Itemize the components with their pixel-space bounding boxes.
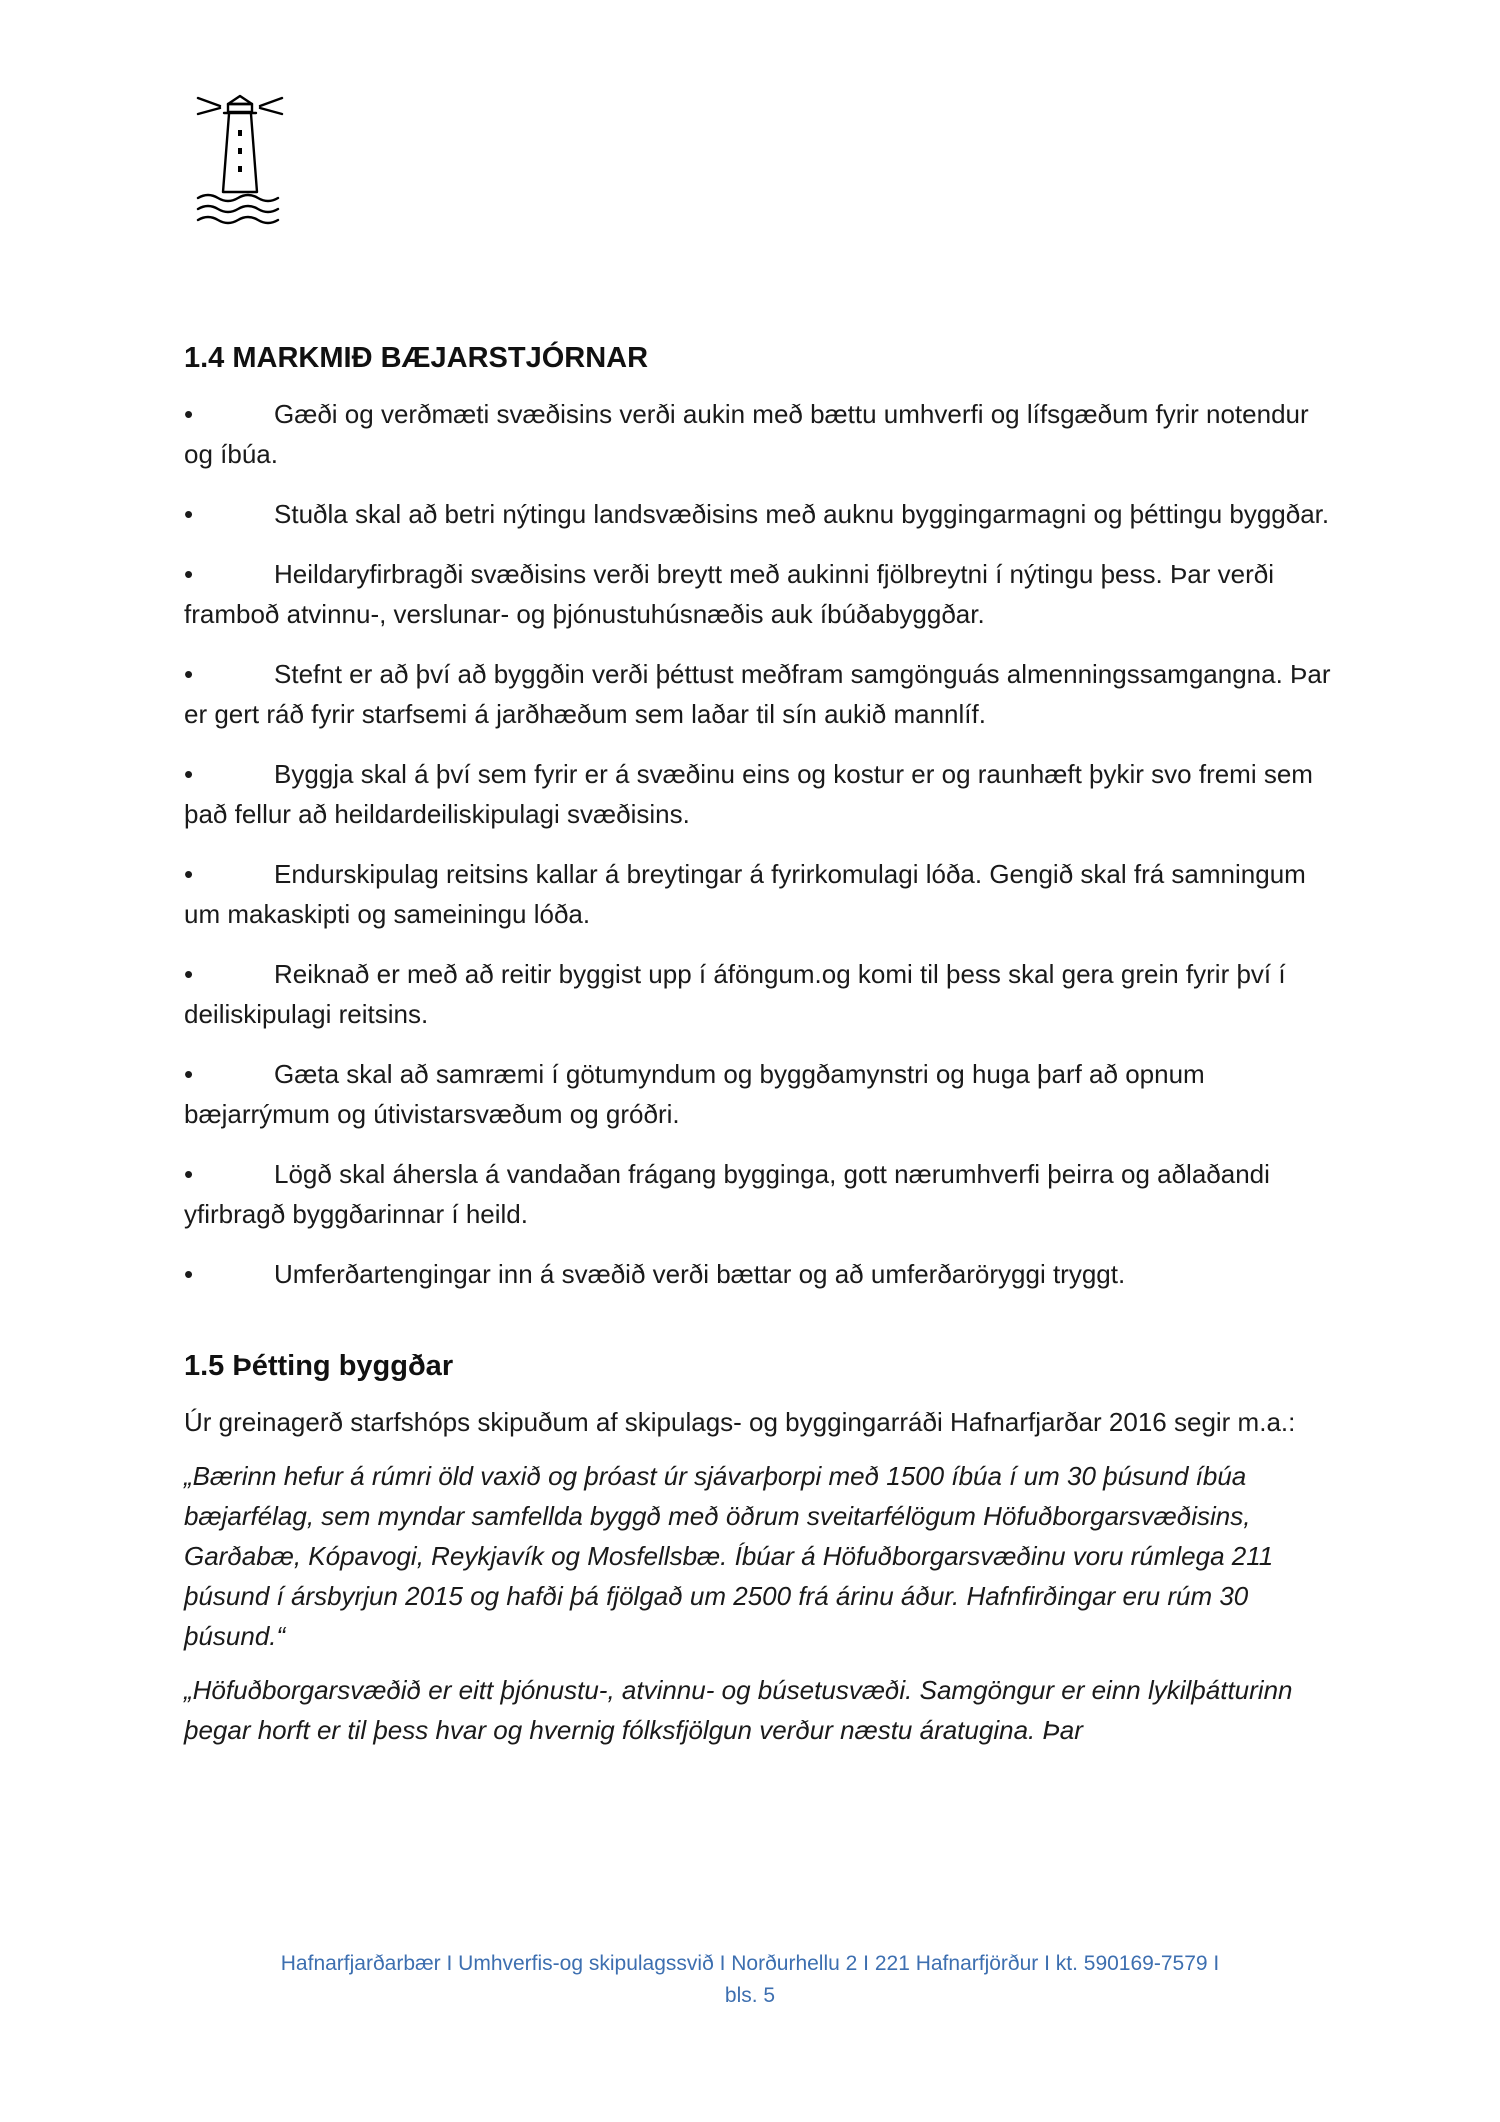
list-item	[184, 494, 1334, 534]
list-item	[184, 394, 1334, 474]
bullet: •	[184, 959, 194, 989]
bullet: •	[184, 859, 194, 889]
section-heading-densification: 1.5 Þétting byggðar	[184, 1350, 454, 1382]
list-item-text: Gæta skal að samræmi í götumyndum og byggðamynstri og huga þarf að opnum bæjarrýmum og útivistarsvæðum og gróðri.	[184, 1059, 1205, 1129]
list-item-text: Byggja skal á því sem fyrir er á svæðinu eins og kostur er og raunhæft þykir svo fremi sem það fellur að heildardeiliskipulagi svæðisins.	[184, 759, 1313, 829]
main-content	[184, 340, 1334, 1764]
list-item	[184, 1154, 1334, 1234]
bullet: •	[184, 499, 194, 529]
quote-paragraph-2: „Höfuðborgarsvæðið er eitt þjónustu-, atvinnu- og búsetusvæði. Samgöngur er einn lykilþátturinn þegar horft er til þess hvar og hvernig fólksfjölgun verður næstu áratugina. Þar	[184, 1675, 1293, 1745]
list-item-text: Lögð skal áhersla á vandaðan frágang bygginga, gott nærumhverfi þeirra og aðlaðandi yfirbragð byggðarinnar í heild.	[184, 1159, 1270, 1229]
bullet: •	[184, 759, 194, 789]
bullet: •	[184, 559, 194, 589]
list-item-text: Stuðla skal að betri nýtingu landsvæðisins með auknu byggingarmagni og þéttingu byggðar.	[274, 499, 1330, 529]
page-footer	[150, 1948, 1350, 2012]
list-item	[184, 654, 1334, 734]
page-number: bls. 5	[724, 1984, 776, 2007]
list-item	[184, 754, 1334, 834]
list-item-text: Endurskipulag reitsins kallar á breytingar á fyrirkomulagi lóða. Gengið skal frá samningum um makaskipti og sameiningu lóða.	[184, 859, 1306, 929]
list-item-text: Umferðartengingar inn á svæðið verði bættar og að umferðaröryggi tryggt.	[274, 1259, 1126, 1289]
list-item	[184, 854, 1334, 934]
bullet: •	[184, 1259, 194, 1289]
list-item	[184, 1254, 1334, 1294]
bullet: •	[184, 399, 194, 429]
list-item	[184, 554, 1334, 634]
list-item-text: Reiknað er með að reitir byggist upp í áföngum.og komi til þess skal gera grein fyrir því í deiliskipulagi reitsins.	[184, 959, 1286, 1029]
list-item-text: Gæði og verðmæti svæðisins verði aukin með bættu umhverfi og lífsgæðum fyrir notendur og íbúa.	[184, 399, 1309, 469]
footer-address: Hafnarfjarðarbær I Umhverfis-og skipulagssvið I Norðurhellu 2 I 221 Hafnarfjörður I kt. 590169-7579 I	[280, 1952, 1220, 1975]
list-item-text: Stefnt er að því að byggðin verði þéttust meðfram samgönguás almenningssamgangna. Þar er gert ráð fyrir starfsemi á jarðhæðum sem laðar til sín aukið mannlíf.	[184, 659, 1331, 729]
list-item	[184, 1054, 1334, 1134]
list-item-text: Heildaryfirbragði svæðisins verði breytt með aukinni fjölbreytni í nýtingu þess. Þar verði framboð atvinnu-, verslunar- og þjónustuhúsnæðis auk íbúðabyggðar.	[184, 559, 1274, 629]
goals-list	[184, 394, 1334, 1294]
section-heading-goals: 1.4 MARKMIÐ BÆJARSTJÓRNAR	[184, 342, 649, 374]
quote-paragraph-1: „Bærinn hefur á rúmri öld vaxið og þróast úr sjávarþorpi með 1500 íbúa í um 30 þúsund íbúa bæjarfélag, sem myndar samfellda byggð með öðrum sveitarfélögum Höfuðborgarsvæðisins, Garðabæ, Kópavogi, Reykjavík og Mosfellsbæ. Íbúar á Höfuðborgarsvæðinu voru rúmlega 211 þúsund í ársbyrjun 2015 og hafði þá fjölgað um 2500 frá árinu áður. Hafnfirðingar eru rúm 30 þúsund.“	[184, 1461, 1274, 1651]
list-item	[184, 954, 1334, 1034]
bullet: •	[184, 1059, 194, 1089]
bullet: •	[184, 659, 194, 689]
intro-paragraph: Úr greinagerð starfshóps skipuðum af skipulags- og byggingarráði Hafnarfjarðar 2016 segir m.a.:	[184, 1407, 1296, 1437]
lighthouse-logo-icon	[196, 92, 284, 226]
bullet: •	[184, 1159, 194, 1189]
